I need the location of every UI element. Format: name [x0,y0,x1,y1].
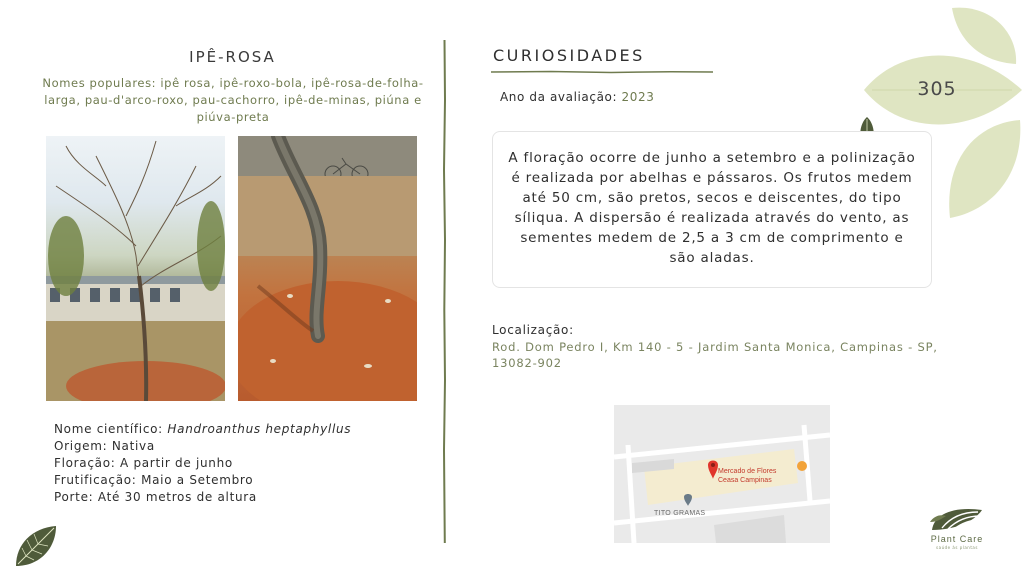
curiosities-text-box: A floração ocorre de junho a setembro e a polinização é realizada por abelhas e pássaros. Os frutos medem até 50 cm, são pretos, secos e deiscentes, do tipo síliqua. A dispersão é realizada através do vento, as sementes medem de 2,5 a 3 cm de comprimento e são aladas. [492,131,932,288]
fruiting: Frutificação: Maio a Setembro [54,473,254,487]
size: Porte: Até 30 metros de altura [54,490,257,504]
species-details [54,421,351,506]
popular-names: Nomes populares: ipê rosa, ipê-roxo-bola, ipê-rosa-de-folha-larga, pau-d'arco-roxo, pau-cachorro, ipê-de-minas, piúna e piúva-preta [42,76,424,124]
map-secondary-label: TITO GRAMAS [654,510,706,517]
brand-tagline: saúde às plantas [936,545,978,550]
column-divider [443,40,446,543]
page-number: 305 [917,78,957,100]
evaluation-year [500,90,655,104]
year-value: 2023 [621,90,655,104]
leaf-decoration-icon [12,522,60,570]
origin: Origem: Nativa [54,439,155,453]
scientific-name-row [54,421,351,438]
curiosities-title: CURIOSIDADES [493,46,645,65]
flowering: Floração: A partir de junho [54,456,233,470]
title-underline [491,70,713,74]
year-label: Ano da avaliação: [500,90,622,104]
brand-name: Plant Care [930,534,984,544]
tree-trunk-photo [238,136,417,401]
map-place-name: Mercado de Flores Ceasa Campinas [718,468,777,484]
location-map[interactable] [614,405,830,543]
species-title: IPÊ-ROSA [189,48,276,66]
scientific-name-label: Nome científico: [54,422,168,436]
scientific-name: Handroanthus heptaphyllus [167,422,352,436]
plant-care-logo-icon [924,502,990,534]
location-label: Localização: [492,323,574,337]
location-address[interactable]: Rod. Dom Pedro I, Km 140 - 5 - Jardim Santa Monica, Campinas - SP, 13082-902 [492,340,938,370]
tree-photo-wide [46,136,225,401]
